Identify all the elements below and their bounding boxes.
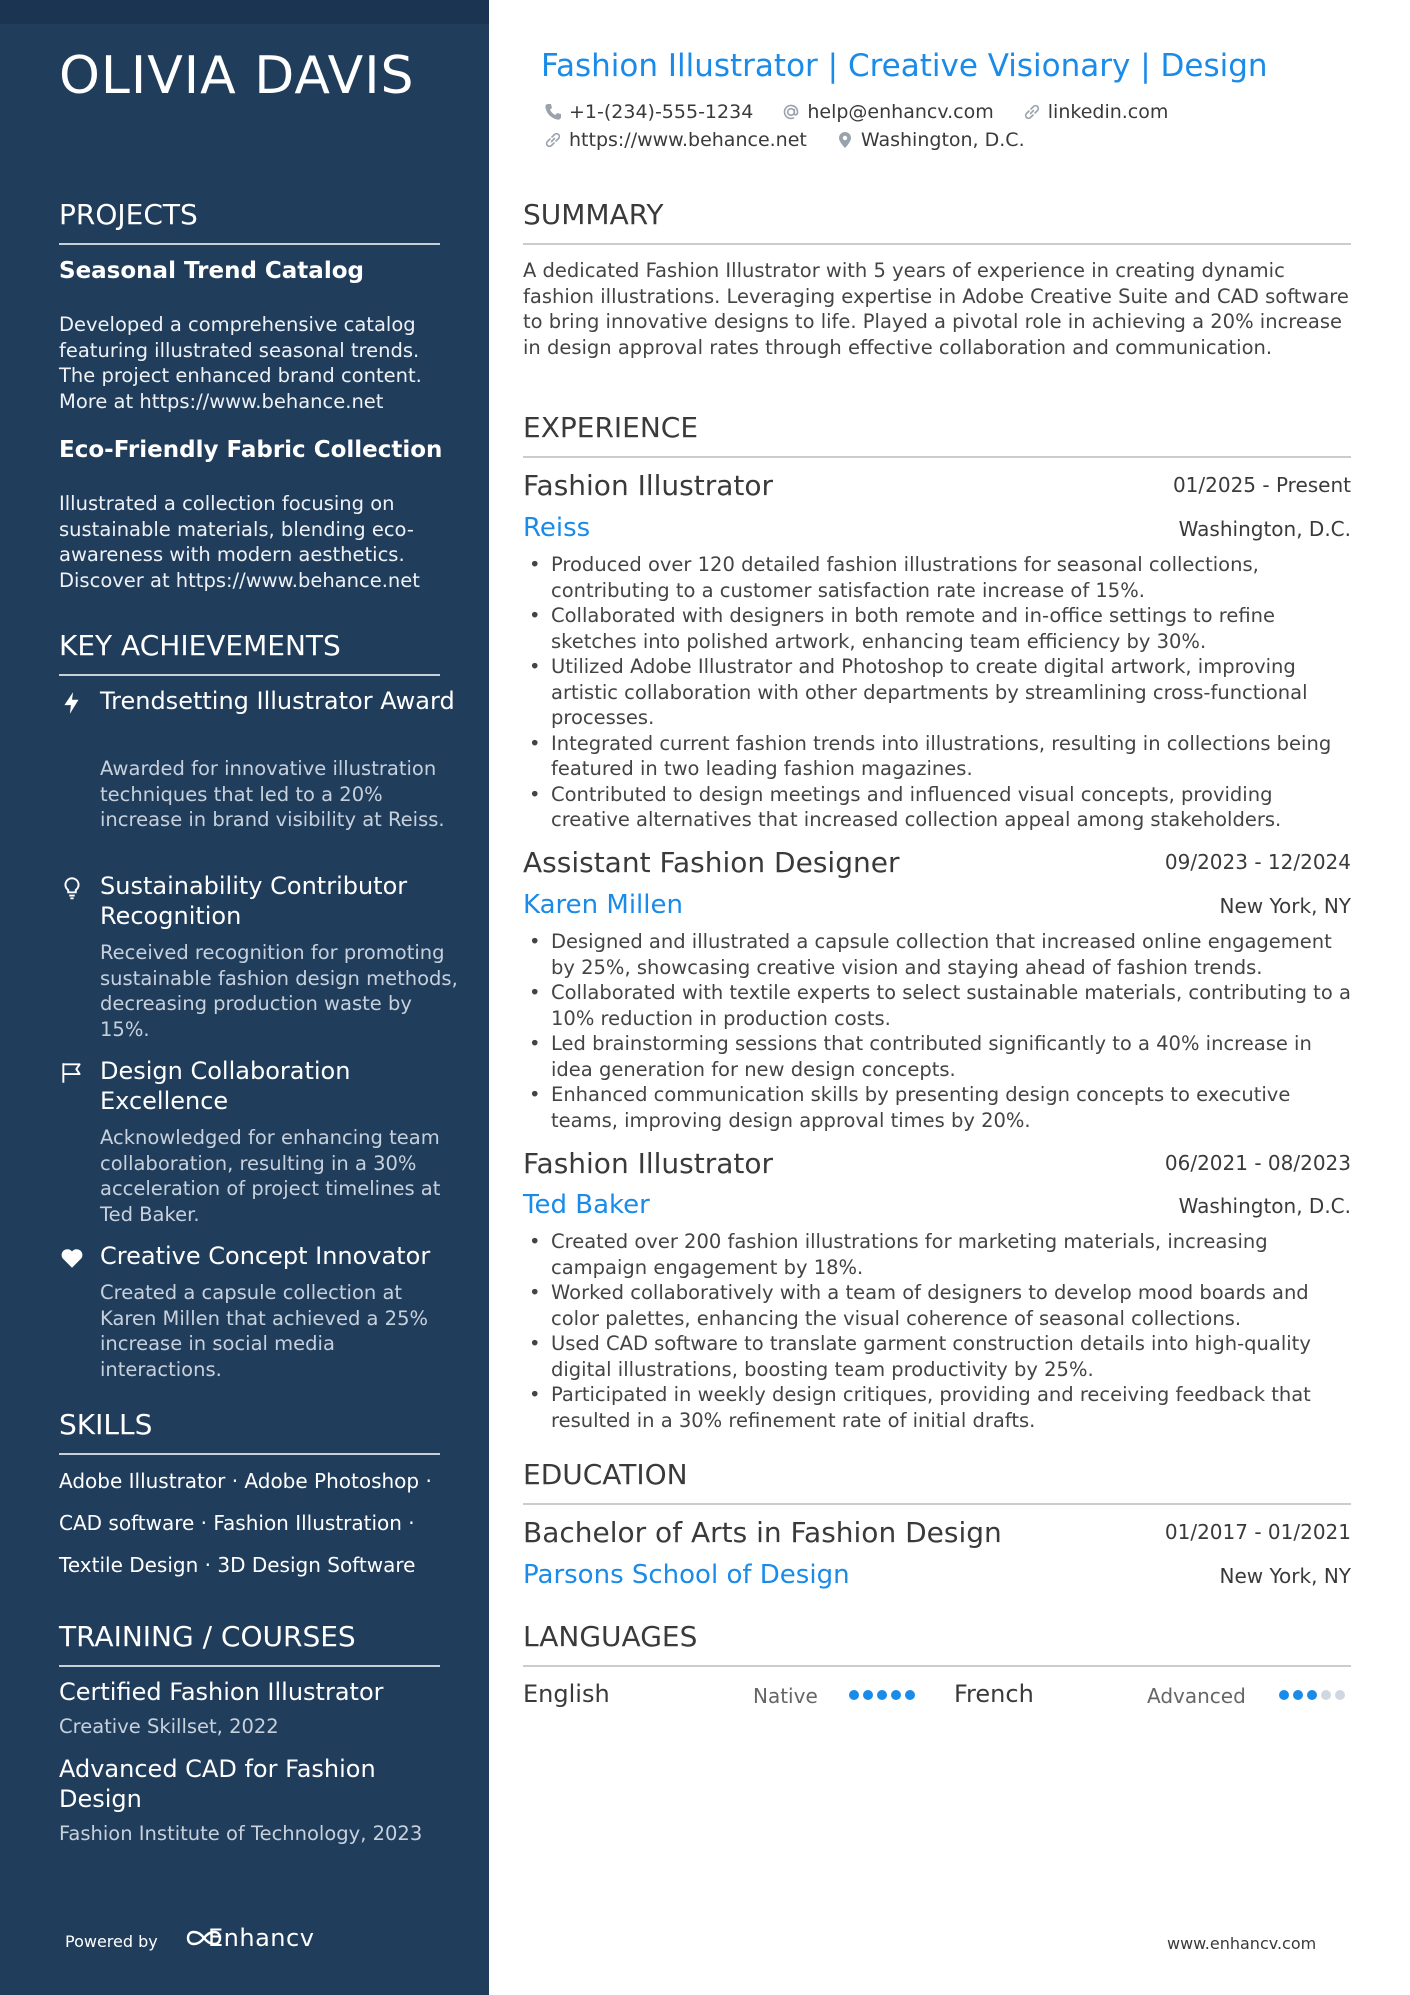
job-dates: 09/2023 - 12/2024	[1164, 850, 1351, 874]
language-level: Native	[753, 1684, 818, 1708]
job-bullet: • Led brainstorming sessions that contributed significantly to a 40% increase in idea generation for new design concepts.	[523, 1031, 1351, 1082]
school-location: New York, NY	[1219, 1564, 1351, 1588]
job-bullet: • Contributed to design meetings and influenced visual concepts, providing creative alternatives that increased collection appeal among stakeholders.	[523, 782, 1351, 833]
headline: Fashion Illustrator | Creative Visionary | Design	[541, 48, 1268, 84]
experience-heading: EXPERIENCE	[523, 411, 1351, 458]
location-pin-icon	[835, 130, 855, 150]
email-contact	[781, 101, 993, 123]
website-text[interactable]: https://www.behance.net	[569, 129, 807, 151]
rating-dot	[1335, 1690, 1345, 1700]
job-company[interactable]: Karen Millen	[523, 890, 683, 920]
phone-icon	[543, 102, 563, 122]
achievement-title: Creative Concept Innovator	[100, 1242, 431, 1270]
contact-row	[543, 101, 1190, 123]
lightbulb-icon	[59, 875, 85, 901]
job-bullet: • Participated in weekly design critiques, providing and receiving feedback that resulted in a 30% refinement rate of initial drafts.	[523, 1382, 1351, 1433]
skills-line: Textile Design · 3D Design Software	[59, 1553, 416, 1577]
project-title: Eco-Friendly Fabric Collection	[59, 437, 443, 463]
job-title: Assistant Fashion Designer	[523, 846, 900, 879]
rating-dot	[1293, 1690, 1303, 1700]
achievement-item	[59, 686, 455, 861]
course-provider: Creative Skillset, 2022	[59, 1715, 279, 1738]
linkedin-contact	[1022, 101, 1169, 123]
language-name: English	[523, 1680, 610, 1708]
location-text: Washington, D.C.	[860, 129, 1025, 151]
candidate-name: OLIVIA DAVIS	[59, 46, 415, 106]
main-content	[523, 0, 1351, 1995]
phone-contact	[543, 101, 753, 123]
footer-website[interactable]: www.enhancv.com	[1167, 1934, 1317, 1953]
summary-heading: SUMMARY	[523, 198, 1351, 245]
achievement-description: Received recognition for promoting sustainable fashion design methods, decreasing production waste by 15%.	[100, 941, 458, 1041]
linkedin-text[interactable]: linkedin.com	[1047, 101, 1169, 123]
rating-dot	[863, 1690, 873, 1700]
language-name: French	[954, 1680, 1034, 1708]
job-location: New York, NY	[1219, 894, 1351, 918]
rating-dot	[849, 1690, 859, 1700]
job-bullet: • Used CAD software to translate garment construction details into high-quality digital illustrations, boosting team productivity by 25%.	[523, 1331, 1351, 1382]
phone-text[interactable]: +1-(234)-555-1234	[569, 101, 754, 123]
job-bullet: • Produced over 120 detailed fashion illustrations for seasonal collections, contributing to a customer satisfaction rate increase of 15%.	[523, 552, 1351, 603]
job-dates: 01/2025 - Present	[1172, 473, 1351, 497]
job-company[interactable]: Ted Baker	[523, 1190, 650, 1220]
skills-heading: SKILLS	[59, 1408, 440, 1455]
rating-dot	[891, 1690, 901, 1700]
website-contact	[543, 129, 807, 151]
job-bullet: • Utilized Adobe Illustrator and Photoshop to create digital artwork, improving artistic collaboration with other departments by streamlining cross-functional processes.	[523, 654, 1351, 731]
language-level: Advanced	[1147, 1684, 1246, 1708]
achievement-description: Awarded for innovative illustration techniques that led to a 20% increase in brand visibility at Reiss.	[100, 757, 445, 831]
job-title: Fashion Illustrator	[523, 1147, 774, 1180]
project-description: Developed a comprehensive catalog featuring illustrated seasonal trends. The project enhanced brand content. More at https://www.behance.net	[59, 313, 422, 413]
training-heading: TRAINING / COURSES	[59, 1620, 440, 1667]
rating-dot	[877, 1690, 887, 1700]
at-icon	[781, 102, 801, 122]
rating-dot	[905, 1690, 915, 1700]
location-contact	[835, 129, 1025, 151]
job-company[interactable]: Reiss	[523, 513, 591, 543]
job-bullet: • Collaborated with designers in both remote and in-office settings to refine sketches into polished artwork, enhancing team efficiency by 30%.	[523, 603, 1351, 654]
achievement-item	[59, 1056, 449, 1231]
enhancv-brand: Enhancv	[208, 1924, 315, 1952]
job-bullet: • Designed and illustrated a capsule collection that increased online engagement by 25%, showcasing creative vision and staying ahead of fashion trends.	[523, 929, 1351, 980]
skills-line: Adobe Illustrator · Adobe Photoshop ·	[59, 1469, 432, 1493]
languages-heading: LANGUAGES	[523, 1620, 1351, 1667]
job-location: Washington, D.C.	[1178, 517, 1351, 541]
job-bullet: • Created over 200 fashion illustrations for marketing materials, increasing campaign engagement by 18%.	[523, 1229, 1351, 1280]
achievement-title: Sustainability Contributor Recognition	[100, 872, 408, 930]
rating-dot	[1279, 1690, 1289, 1700]
link-icon	[1022, 102, 1042, 122]
achievement-item	[59, 871, 458, 1046]
flag-icon	[59, 1060, 85, 1086]
heart-icon	[59, 1245, 85, 1271]
achievement-title: Trendsetting Illustrator Award	[100, 687, 455, 715]
email-text[interactable]: help@enhancv.com	[807, 101, 994, 123]
education-dates: 01/2017 - 01/2021	[1164, 1520, 1351, 1544]
job-bullet: • Integrated current fashion trends into illustrations, resulting in collections being featured in two leading fashion magazines.	[523, 731, 1351, 782]
achievement-item	[59, 1241, 449, 1386]
job-bullets	[523, 552, 1351, 833]
job-location: Washington, D.C.	[1178, 1194, 1351, 1218]
summary-text: A dedicated Fashion Illustrator with 5 years of experience in creating dynamic fashion illustrations. Leveraging expertise in Adobe Creative Suite and CAD software to bring innovative designs to life. Played a pivotal role in achieving a 20% increase in design approval rates through effective collaboration and communication.	[523, 259, 1349, 359]
project-description: Illustrated a collection focusing on sustainable materials, blending eco-awareness with modern aesthetics. Discover at https://www.behance.net	[59, 492, 420, 592]
achievements-heading: KEY ACHIEVEMENTS	[59, 629, 440, 676]
projects-heading: PROJECTS	[59, 198, 440, 245]
school-name[interactable]: Parsons School of Design	[523, 1560, 850, 1590]
job-bullets	[523, 1229, 1351, 1433]
job-bullets	[523, 929, 1351, 1133]
project-title: Seasonal Trend Catalog	[59, 258, 364, 284]
language-rating	[1279, 1690, 1351, 1702]
course-title: Certified Fashion Illustrator	[59, 1678, 384, 1706]
skills-line: CAD software · Fashion Illustration ·	[59, 1511, 415, 1535]
course-title: Advanced CAD for Fashion Design	[59, 1755, 376, 1813]
job-bullet: • Collaborated with textile experts to select sustainable materials, contributing to a 10% reduction in production costs.	[523, 980, 1351, 1031]
rating-dot	[1307, 1690, 1317, 1700]
job-dates: 06/2021 - 08/2023	[1164, 1151, 1351, 1175]
job-bullet: • Worked collaboratively with a team of designers to develop mood boards and color palettes, enhancing the visual coherence of seasonal collections.	[523, 1280, 1351, 1331]
achievement-description: Created a capsule collection at Karen Millen that achieved a 25% increase in social media interactions.	[100, 1281, 429, 1381]
contact-row	[543, 129, 1047, 151]
course-provider: Fashion Institute of Technology, 2023	[59, 1822, 423, 1845]
link-icon	[543, 130, 563, 150]
powered-by-label: Powered by	[65, 1932, 158, 1951]
sidebar-top-band	[0, 0, 489, 24]
degree-title: Bachelor of Arts in Fashion Design	[523, 1516, 1002, 1549]
achievement-title: Design Collaboration Excellence	[100, 1057, 351, 1115]
language-rating	[849, 1690, 921, 1702]
sidebar	[0, 0, 489, 1995]
achievement-description: Acknowledged for enhancing team collaboration, resulting in a 30% acceleration of project timelines at Ted Baker.	[100, 1126, 441, 1226]
bolt-icon	[59, 690, 85, 716]
job-title: Fashion Illustrator	[523, 469, 774, 502]
education-heading: EDUCATION	[523, 1458, 1351, 1505]
rating-dot	[1321, 1690, 1331, 1700]
job-bullet: • Enhanced communication skills by presenting design concepts to executive teams, improving design approval times by 20%.	[523, 1082, 1351, 1133]
